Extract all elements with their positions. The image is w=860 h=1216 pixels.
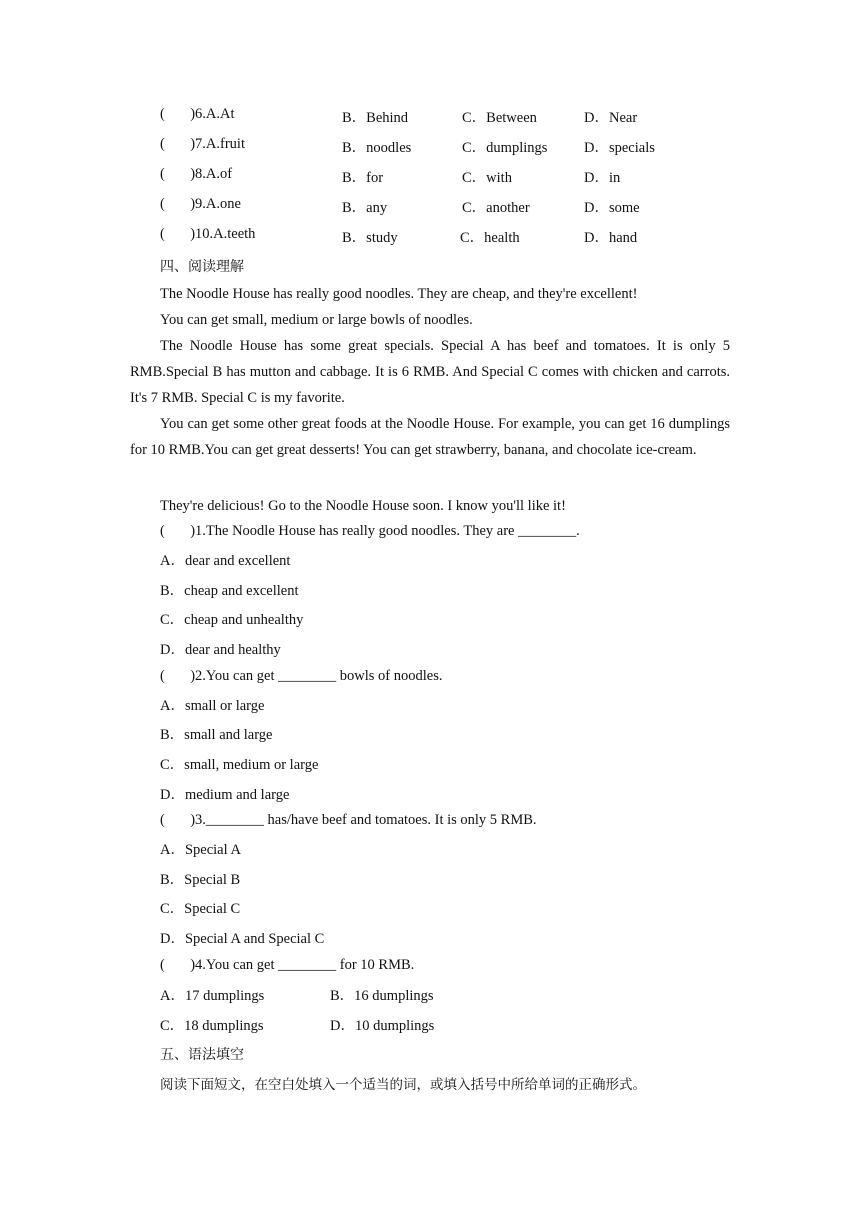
q1-option-a: A．dear and excellent <box>160 553 291 569</box>
passage-paragraph-5 <box>130 493 730 519</box>
section-heading-grammar: 五、语法填空 <box>160 1047 244 1063</box>
passage-paragraph-3 <box>130 333 730 411</box>
question-stem: ( )9.A.one <box>160 196 241 212</box>
question-stem: ( )8.A.of <box>160 166 233 182</box>
passage-text: You can get some other great foods at the Noodle House. For example, you can get 16 dumplings for 10 RMB.You can get great desserts! You can get strawberry, banana, and chocolate ice-cream. <box>130 416 730 458</box>
option-c: C．another <box>462 200 530 216</box>
passage-paragraph-4 <box>130 411 730 463</box>
option-b: B．noodles <box>342 140 412 156</box>
option-b: B．for <box>342 170 384 186</box>
q4-option-d: D．10 dumplings <box>330 1018 435 1034</box>
option-d: D．some <box>584 200 640 216</box>
option-c: C．Between <box>462 110 537 126</box>
question-stem: ( )7.A.fruit <box>160 136 245 152</box>
reading-question-2-stem: ( )2.You can get ________ bowls of noodles. <box>160 668 443 684</box>
option-c: C．with <box>462 170 512 186</box>
q4-option-b: B．16 dumplings <box>330 988 434 1004</box>
section-instruction: 阅读下面短文，在空白处填入一个适当的词，或填入括号中所给单词的正确形式。 <box>160 1077 646 1093</box>
question-stem: ( )10.A.teeth <box>160 226 256 242</box>
q1-option-d: D．dear and healthy <box>160 642 281 658</box>
reading-question-4-stem: ( )4.You can get ________ for 10 RMB. <box>160 957 415 973</box>
q2-option-c: C．small, medium or large <box>160 757 319 773</box>
passage-paragraph-2 <box>130 307 730 333</box>
q3-option-c: C．Special C <box>160 901 241 917</box>
q4-option-c: C．18 dumplings <box>160 1018 264 1034</box>
option-b: B．study <box>342 230 398 246</box>
option-d: D．hand <box>584 230 638 246</box>
section-heading-reading: 四、阅读理解 <box>160 259 244 275</box>
q2-option-d: D．medium and large <box>160 787 290 803</box>
passage-text: They're delicious! Go to the Noodle House soon. I know you'll like it! <box>160 498 566 514</box>
passage-paragraph-1 <box>130 281 730 307</box>
passage-text: The Noodle House has really good noodles. They are cheap, and they're excellent! <box>160 286 638 302</box>
q2-option-b: B．small and large <box>160 727 273 743</box>
passage-text: The Noodle House has some great specials. Special A has beef and tomatoes. It is only 5 RMB.Special B has mutton and cabbage. It is 6 RMB. And Special C comes with chicken and carrots. It's 7 RMB. Special C is my favorite. <box>130 338 730 406</box>
option-b: B．any <box>342 200 388 216</box>
option-d: D．Near <box>584 110 638 126</box>
q4-option-a: A．17 dumplings <box>160 988 265 1004</box>
q3-option-b: B．Special B <box>160 872 241 888</box>
option-d: D．specials <box>584 140 655 156</box>
q2-option-a: A．small or large <box>160 698 265 714</box>
reading-question-3-stem: ( )3.________ has/have beef and tomatoes. It is only 5 RMB. <box>160 812 537 828</box>
option-d: D．in <box>584 170 621 186</box>
question-stem: ( )6.A.At <box>160 106 235 122</box>
q1-option-c: C．cheap and unhealthy <box>160 612 304 628</box>
option-c: C．dumplings <box>462 140 548 156</box>
reading-question-1-stem: ( )1.The Noodle House has really good noodles. They are ________. <box>160 523 580 539</box>
passage-text: You can get small, medium or large bowls of noodles. <box>160 312 473 328</box>
q1-option-b: B．cheap and excellent <box>160 583 299 599</box>
q3-option-d: D．Special A and Special C <box>160 931 325 947</box>
option-b: B．Behind <box>342 110 409 126</box>
q3-option-a: A．Special A <box>160 842 241 858</box>
option-c: C．health <box>460 230 520 246</box>
